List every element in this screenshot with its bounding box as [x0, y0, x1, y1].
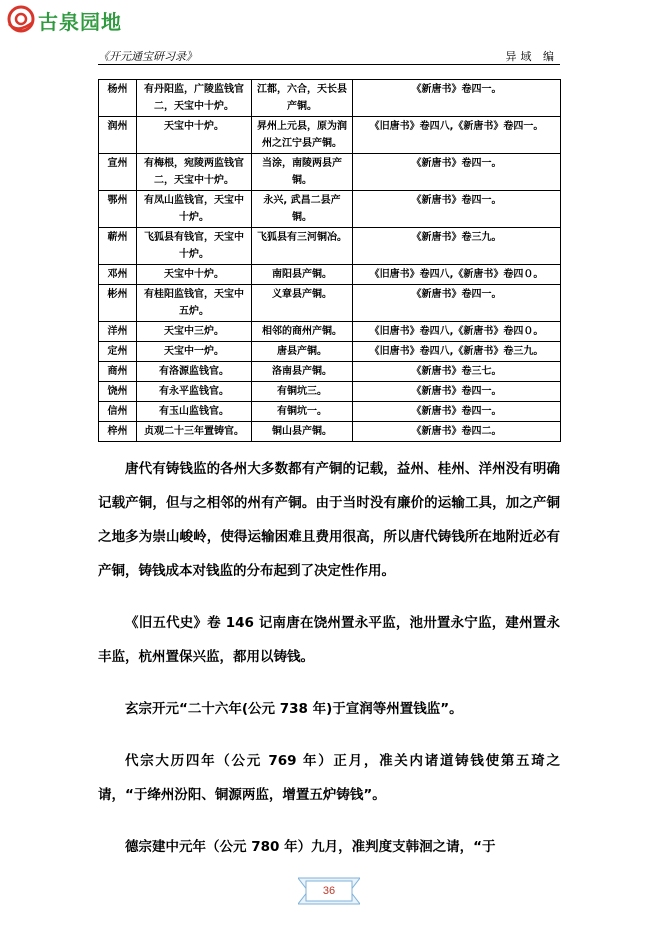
- mint-office-cell: 贞观二十三年置铸官。: [137, 422, 252, 442]
- table-row: [99, 322, 561, 342]
- table-row: [99, 191, 561, 228]
- page-number: 36: [322, 885, 336, 897]
- table-row: [99, 362, 561, 382]
- mint-office-cell: 有玉山监钱官。: [137, 402, 252, 422]
- prefecture-cell: 润州: [99, 117, 137, 154]
- page-number-box: [298, 876, 360, 906]
- prefecture-cell: 鄂州: [99, 191, 137, 228]
- prefecture-cell: 邓州: [99, 265, 137, 285]
- logo-text: 古泉园地: [38, 10, 122, 34]
- citation-cell: 《旧唐书》卷四八,《新唐书》卷三九。: [353, 342, 561, 362]
- copper-source-cell: 唐县产铜。: [252, 342, 353, 362]
- table-row: [99, 342, 561, 362]
- coin-logo-icon: [6, 4, 36, 34]
- copper-source-cell: 当涂，南陵两县产铜。: [252, 154, 353, 191]
- mint-office-cell: 天宝中三炉。: [137, 322, 252, 342]
- prefecture-cell: 饶州: [99, 382, 137, 402]
- copper-source-cell: 相邻的商州产铜。: [252, 322, 353, 342]
- mint-table-body: [99, 80, 561, 442]
- prefecture-cell: 杨州: [99, 80, 137, 117]
- paragraph: 玄宗开元“二十六年(公元 738 年)于宣润等州置钱监”。: [125, 701, 463, 717]
- prefecture-cell: 彬州: [99, 285, 137, 322]
- citation-cell: 《旧唐书》卷四八,《新唐书》卷四一。: [353, 117, 561, 154]
- table-row: [99, 117, 561, 154]
- mint-office-cell: 有洛源监钱官。: [137, 362, 252, 382]
- prefecture-cell: 宣州: [99, 154, 137, 191]
- citation-cell: 《新唐书》卷三九。: [353, 228, 561, 265]
- citation-cell: 《新唐书》卷四一。: [353, 382, 561, 402]
- mint-office-cell: 天宝中十炉。: [137, 265, 252, 285]
- citation-cell: 《新唐书》卷四一。: [353, 191, 561, 228]
- table-row: [99, 265, 561, 285]
- copper-source-cell: 昇州上元县，原为润州之江宁县产铜。: [252, 117, 353, 154]
- mint-office-cell: 天宝中十炉。: [137, 117, 252, 154]
- mint-office-cell: 飞狐县有钱官，天宝中十炉。: [137, 228, 252, 265]
- paragraph: 德宗建中元年（公元 780 年）九月，准判度支韩洄之请，“于: [125, 839, 496, 855]
- table-row: [99, 422, 561, 442]
- table-row: [99, 80, 561, 117]
- prefecture-cell: 信州: [99, 402, 137, 422]
- copper-source-cell: 江都，六合，天长县产铜。: [252, 80, 353, 117]
- citation-cell: 《新唐书》卷四二。: [353, 422, 561, 442]
- mint-office-cell: 有桂阳监钱官，天宝中五炉。: [137, 285, 252, 322]
- mint-office-cell: 有丹阳监，广陵监钱官二，天宝中十炉。: [137, 80, 252, 117]
- prefecture-cell: 蕲州: [99, 228, 137, 265]
- prefecture-cell: 商州: [99, 362, 137, 382]
- book-title: 《开元通宝研习录》: [98, 50, 197, 63]
- copper-source-cell: 义章县产铜。: [252, 285, 353, 322]
- table-row: [99, 285, 561, 322]
- mint-office-cell: 有凤山监钱官，天宝中十炉。: [137, 191, 252, 228]
- table-row: [99, 402, 561, 422]
- paragraph: 代宗大历四年（公元 769 年）正月，准关内诸道铸钱使第五琦之请，“于绛州汾阳、铜源两监，增置五炉铸钱”。: [98, 753, 560, 803]
- table-row: [99, 154, 561, 191]
- citation-cell: 《新唐书》卷四一。: [353, 154, 561, 191]
- prefecture-cell: 洋州: [99, 322, 137, 342]
- prefecture-cell: 定州: [99, 342, 137, 362]
- copper-source-cell: 飞狐县有三河铜冶。: [252, 228, 353, 265]
- copper-source-cell: 洛南县产铜。: [252, 362, 353, 382]
- body-text: [98, 452, 560, 864]
- citation-cell: 《新唐书》卷四一。: [353, 402, 561, 422]
- copper-source-cell: 有铜坑三。: [252, 382, 353, 402]
- citation-cell: 《旧唐书》卷四八,《新唐书》卷四０。: [353, 322, 561, 342]
- citation-cell: 《旧唐书》卷四八,《新唐书》卷四０。: [353, 265, 561, 285]
- page-header: [98, 46, 560, 65]
- citation-cell: 《新唐书》卷三七。: [353, 362, 561, 382]
- copper-source-cell: 南阳县产铜。: [252, 265, 353, 285]
- prefecture-cell: 梓州: [99, 422, 137, 442]
- editor-credit: 异域 编: [505, 50, 558, 63]
- mint-office-cell: 有梅根，宛陵两监钱官二，天宝中十炉。: [137, 154, 252, 191]
- paragraph: 《旧五代史》卷 146 记南唐在饶州置永平监，池卅置永宁监，建州置永丰监，杭州置保兴监，都用以铸钱。: [98, 615, 560, 665]
- citation-cell: 《新唐书》卷四一。: [353, 285, 561, 322]
- paragraph: 唐代有铸钱监的各州大多数都有产铜的记载，益州、桂州、洋州没有明确记载产铜，但与之相邻的州有产铜。由于当时没有廉价的运输工具，加之产铜之地多为崇山峻岭，使得运输困难且费用很高，所以唐代铸钱所在地附近必有产铜，铸钱成本对钱监的分布起到了决定性作用。: [98, 461, 560, 579]
- table-row: [99, 382, 561, 402]
- copper-source-cell: 永兴, 武昌二县产铜。: [252, 191, 353, 228]
- copper-source-cell: 铜山县产铜。: [252, 422, 353, 442]
- copper-source-cell: 有铜坑一。: [252, 402, 353, 422]
- citation-cell: 《新唐书》卷四一。: [353, 80, 561, 117]
- mint-office-cell: 天宝中一炉。: [137, 342, 252, 362]
- mint-table: [98, 79, 561, 442]
- table-row: [99, 228, 561, 265]
- mint-office-cell: 有永平监钱官。: [137, 382, 252, 402]
- site-logo: [6, 4, 136, 34]
